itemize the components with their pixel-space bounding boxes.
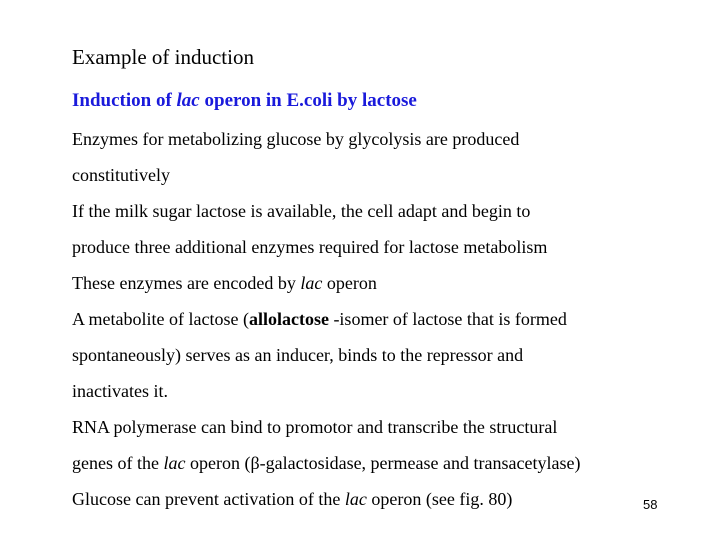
genes-lac: lac (163, 453, 186, 473)
page-number: 58 (643, 497, 658, 512)
metabolite-bold: allolactose (248, 309, 329, 329)
subheading-pre: Induction of (72, 90, 177, 111)
encoded-pre: These enzymes are encoded by (72, 273, 301, 293)
text-line-glucose (72, 490, 512, 508)
text-line: spontaneously) serves as an inducer, binds to the repressor and (72, 345, 524, 365)
text-line: produce three additional enzymes required for lactose metabolism (72, 237, 548, 257)
glucose-pre: Glucose can prevent activation of the (72, 489, 345, 509)
slide-subheading (72, 91, 417, 110)
genes-pre: genes of the (72, 453, 164, 473)
text-line: If the milk sugar lactose is available, the cell adapt and begin to (72, 201, 531, 221)
text-line-encoded (72, 274, 377, 292)
metabolite-post: -isomer of lactose that is formed (328, 309, 567, 329)
text-line: constitutively (72, 165, 170, 185)
glucose-lac: lac (344, 489, 367, 509)
text-line: Enzymes for metabolizing glucose by glycolysis are produced (72, 129, 520, 149)
text-line-metabolite (72, 310, 567, 328)
slide-heading: Example of induction (72, 45, 254, 69)
text-line: RNA polymerase can bind to promotor and transcribe the structural (72, 417, 558, 437)
text-line-genes (72, 454, 580, 472)
metabolite-pre: A metabolite of lactose ( (72, 309, 249, 329)
encoded-post: operon (322, 273, 377, 293)
encoded-lac: lac (300, 273, 323, 293)
genes-post: operon (β-galactosidase, permease and transacetylase) (185, 453, 581, 473)
glucose-post: operon (see fig. 80) (366, 489, 513, 509)
subheading-post: operon in E.coli by lactose (199, 90, 417, 111)
subheading-lac: lac (176, 90, 200, 111)
text-line: inactivates it. (72, 381, 168, 401)
